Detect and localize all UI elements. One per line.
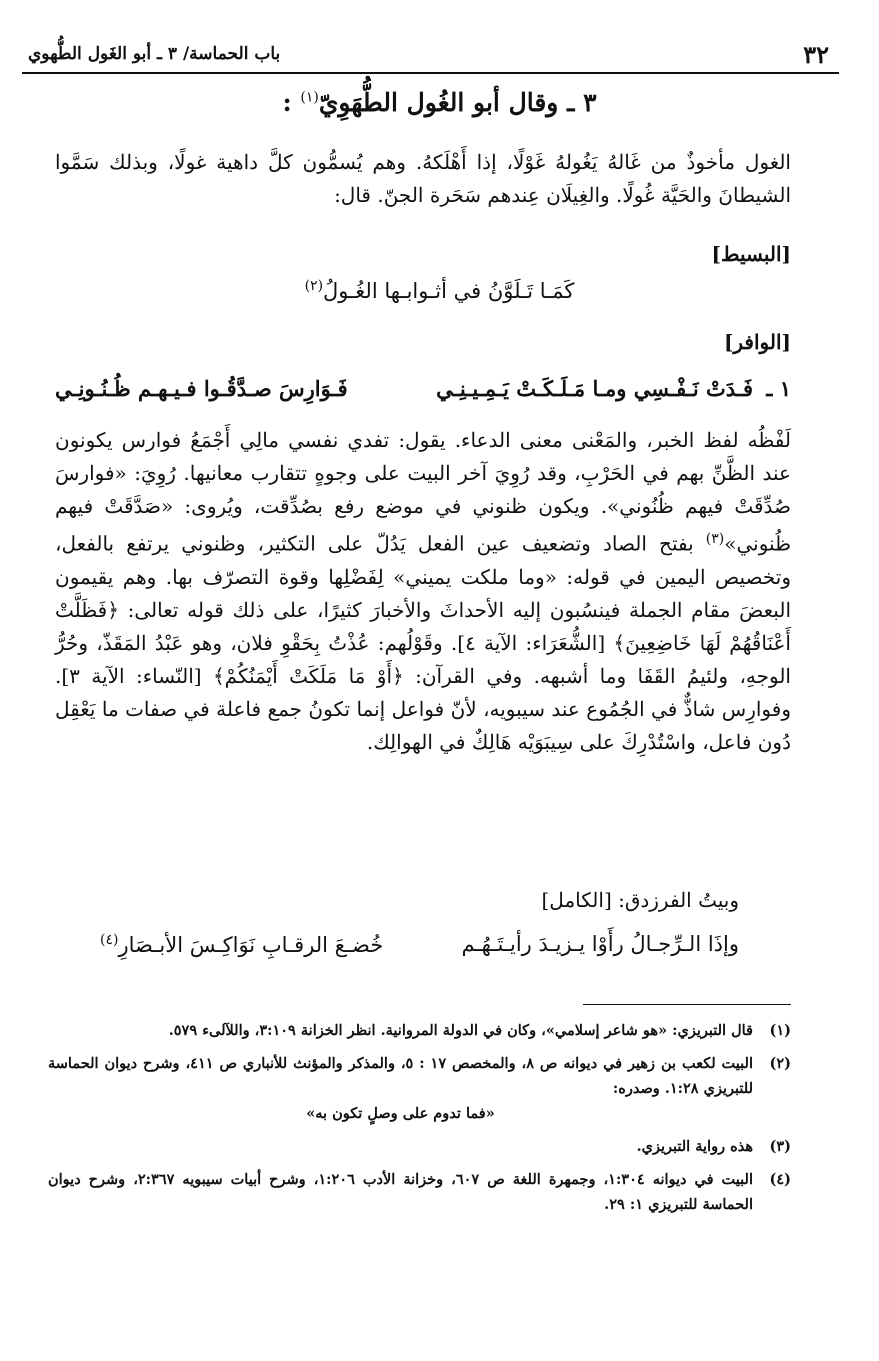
- footnote-2: [48, 1051, 791, 1126]
- footnotes: [48, 1018, 791, 1225]
- running-title: باب الحماسة/ ٣ ـ أبو الغَول الطُّهوي: [28, 44, 281, 64]
- verse-farazdaq: [100, 932, 739, 968]
- verse-first-hemistich: وإذَا الـرِّجـالُ رأَوْا يـزيـدَ رأيـتَـهُـم: [461, 932, 739, 956]
- section-title-colon: :: [282, 88, 301, 117]
- section-title: [0, 88, 879, 117]
- verse-first-hemistich: فَـدَتْ نَـفْـسِي ومـا مَـلَـكَـتْ يَـمِـيـنِـي: [436, 376, 753, 401]
- footnote-number: (١): [769, 1022, 791, 1039]
- footnote-divider: [583, 1004, 791, 1005]
- verse-second-hemistich: فَـوَارِسَ صـدَّقُـوا فـيـهـم ظُـنُـونِـي: [55, 376, 348, 401]
- footnote-number: (٤): [769, 1171, 791, 1188]
- verse-1: [55, 376, 791, 412]
- commentary-text-part1: لَفْظُه لفظ الخبر، والمَعْنى معنى الدعاء. يقول: تفدي نفسي مالِي أَجْمَعُ فوارس يكونون عند الظَّنِّ بهم في الحَرْبِ، وقد رُوِيَ آخر البيت على وجوهٍ تتقارب معانيها. رُوِيَ: «فوارسَ صُدِّقَتْ فيهم ظُنُوني». ويكون ظنوني في موضع رفع بصُدِّقت، ويُروى: «صَدَّقَتْ فيهم ظُنوني»: [55, 428, 791, 556]
- running-header: [22, 38, 839, 74]
- verse-number: ١ ـ: [766, 376, 791, 401]
- verse-second-hemistich: خُضـعَ الرقـابِ نَوَاكِـسَ الأبـصَارِ: [118, 933, 384, 957]
- footnote-quote: «فما تدوم على وصلٍ تكون به»: [306, 1105, 495, 1122]
- page-number: ٣٢: [803, 40, 829, 69]
- farazdaq-intro: وبيتُ الفرزدق: [الكامل]: [541, 888, 739, 912]
- meter-label-basit: [البسيط]: [711, 242, 791, 266]
- footnote-number: (٣): [769, 1138, 791, 1155]
- footnote-mark: (٤): [100, 932, 119, 948]
- commentary-text-part2: بفتح الصاد وتضعيف عين الفعل يَدُلّ على التكثير، وظنوني يرتفع بالفعل، وتخصيص اليمين في قوله: «وما ملكت يميني» لِفَضْلِها وقوة التصرّف بها. وهم يقيمون البعضَ مقام الجملة فينسُبون إليه الأحداثَ والأخبارَ كثيرًا، على ذلك قوله تعالى: ﴿فَظَلَّتْ أَعْنَاقُهُمْ لَهَا خَاضِعِينَ﴾ [الشُّعَرَاء: الآية ٤]. وقَوْلُهم: عُذْتُ بِحَقْوِ فلان، وهو عَبْدُ المَقَذّ، وحُرُّ الوجهِ، ولئيمُ القَفَا وما أشبهه. وفي القرآن: ﴿أَوْ مَا مَلَكَتْ أَيْمَنُكُمْ﴾ [النّساء: الآية ٣]. وفوارِس شاذٌّ في الجُمُوع عند سيبويه، لأنّ فواعل إنما تكونُ جمع فاعلة في صفات ما يَعْقِل دُون فاعل، واسْتُدْرِكَ على سِيبَوَيْه هَالِكٌ في الهوالِك.: [55, 531, 791, 754]
- footnote-mark: (٢): [304, 278, 324, 294]
- quoted-hemistich-text: كَمَـا تَـلَوَّنُ في أثـوابـها الغُـولُ: [323, 279, 575, 303]
- footnote-text: البيت في ديوانه ١:٣٠٤، وجمهرة اللغة ص ٦٠٧، وخزانة الأدب ١:٢٠٦، وشرح أبيات سيبويه ٢:٣٦٧، وشرح ديوان الحماسة للتبريزي ١: ٢٩.: [48, 1171, 753, 1213]
- footnote-mark: (٣): [705, 531, 725, 547]
- footnote-mark: (١): [300, 89, 319, 106]
- intro-paragraph: الغول مأخوذٌ من غَالهُ يَغُولهُ غَوْلًا، إذا أَهْلَكهُ. وهم يُسمُّون كلَّ داهية غولًا، وبذلك سَمَّوا الشيطانَ والحَيَّة غُولًا. والغِيلَان عِندهم سَحَرة الجنّ. قال:: [55, 150, 791, 207]
- footnote-text: قال التبريزي: «هو شاعر إسلامي»، وكان في الدولة المروانية. انظر الخزانة ٣:١٠٩، واللآلىء ٥٧٩.: [168, 1022, 753, 1039]
- verse-second-hemistich-wrap: [100, 932, 383, 957]
- footnote-number: (٢): [769, 1055, 791, 1072]
- footnote-3: [48, 1134, 791, 1159]
- commentary-paragraph: [55, 424, 791, 759]
- section-title-text: ٣ ـ وقال أبو الغُول الطُّهَوِيّ: [318, 88, 597, 117]
- meter-label-wafir: [الوافر]: [723, 330, 791, 354]
- footnote-1: [48, 1018, 791, 1043]
- quoted-hemistich: [0, 278, 879, 303]
- footnote-text: هذه رواية التبريزي.: [636, 1138, 753, 1155]
- footnote-4: [48, 1167, 791, 1217]
- footnote-text: البيت لكعب بن زهير في ديوانه ص ٨، والمخصص ١٧ : ٥، والمذكر والمؤنث للأنباري ص ٤١١، وشرح ديوان الحماسة للتبريزي ١:٢٨. وصدره:: [48, 1055, 753, 1097]
